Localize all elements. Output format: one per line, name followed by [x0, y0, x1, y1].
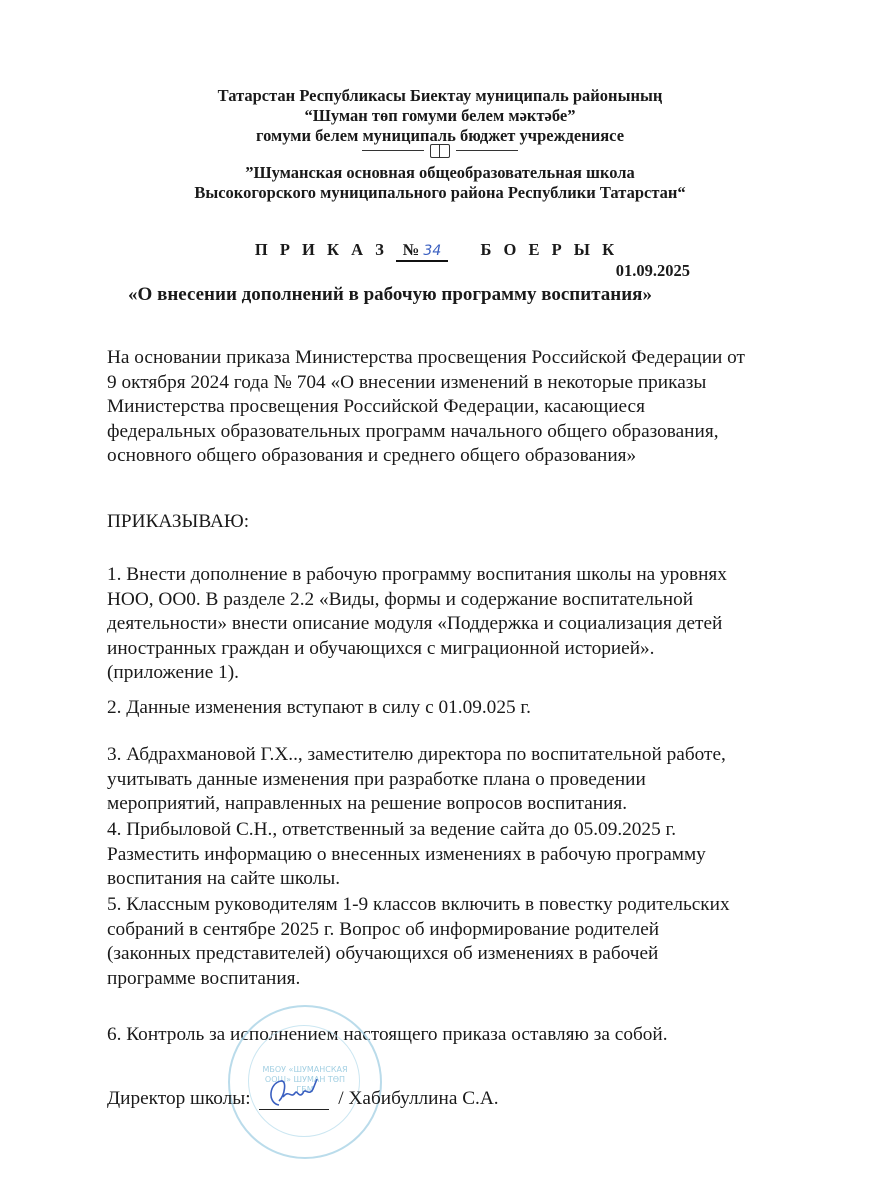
number-sign: №	[402, 240, 420, 259]
text-line: 3. Абдрахмановой Г.Х.., заместителю директора по воспитательной работе,	[107, 744, 726, 765]
header-line: гомуми белем муниципаль бюджет учреждениясе	[255, 126, 625, 145]
text-line: Министерства просвещения Российской Федерации, касающиеся	[107, 396, 645, 417]
boeryk-label: Б О Е Р Ы К	[480, 240, 619, 259]
text-line: 2. Данные изменения вступают в силу с 01.09.025 г.	[107, 697, 531, 718]
header-line: ”Шуманская основная общеобразовательная школа	[245, 163, 635, 182]
header-tatar	[0, 86, 873, 146]
book-icon	[430, 144, 450, 158]
text-line: Разместить информацию о внесенных изменениях в рабочую программу	[107, 843, 706, 865]
command: ПРИКАЗЫВАЮ:	[107, 511, 250, 532]
item-2	[107, 696, 531, 721]
item-1	[107, 563, 727, 686]
item-4	[107, 818, 706, 892]
header-line: “Шуман төп гомуми белем мәктәбе”	[304, 106, 576, 125]
header-russian	[0, 163, 873, 203]
text-line: (законных представителей) обучающихся об изменениях в рабочей	[107, 943, 659, 964]
divider	[362, 150, 424, 151]
text-line: 6. Контроль за исполнением настоящего приказа оставляю за собой.	[107, 1024, 668, 1045]
text-line: программе воспитания.	[107, 967, 301, 989]
order-title: «О внесении дополнений в рабочую программу воспитания»	[128, 284, 652, 305]
signature-name: / Хабибуллина С.А.	[338, 1088, 499, 1109]
stamp-text: МБОУ «ШУМАНСКАЯ ООШ» ШУМАН ТӨП ГБМ	[262, 1065, 348, 1094]
item-3	[107, 743, 726, 817]
signature-line	[107, 1088, 499, 1110]
text-line: воспитания на сайте школы.	[107, 868, 341, 889]
text-line: НОО, ОО0. В разделе 2.2 «Виды, формы и содержание воспитательной	[107, 588, 694, 610]
signature-handwritten	[259, 1089, 329, 1110]
signature-role: Директор школы:	[107, 1088, 251, 1109]
text-line: (приложение 1).	[107, 662, 240, 683]
text-line: федеральных образовательных программ начального общего образования,	[107, 420, 719, 442]
text-line: мероприятий, направленных на решение вопросов воспитания.	[107, 793, 628, 814]
item-6	[107, 1023, 668, 1048]
divider	[456, 150, 518, 151]
text-line: 5. Классным руководителям 1-9 классов включить в повестку родительских	[107, 894, 730, 915]
header-ornament	[0, 143, 873, 159]
text-line: На основании приказа Министерства просвещения Российской Федерации от	[107, 347, 745, 368]
item-5	[107, 893, 730, 991]
preamble	[107, 346, 745, 469]
text-line: собраний в сентябре 2025 г. Вопрос об информирование родителей	[107, 918, 660, 940]
header-line: Татарстан Республикасы Биектау муниципаль районының	[217, 86, 663, 105]
text-line: основного общего образования и среднего общего образования»	[107, 445, 637, 466]
number-handwritten: 34	[423, 243, 442, 259]
header-line: Высокогорского муниципального района Республики Татарстан“	[194, 183, 686, 202]
order-date: 01.09.2025	[615, 261, 690, 280]
order-number	[396, 240, 448, 262]
prikaz-label: П Р И К А З	[254, 240, 388, 259]
text-line: деятельности» внести описание модуля «Поддержка и социализация детей	[107, 613, 723, 634]
text-line: 4. Прибыловой С.Н., ответственный за ведение сайта до 05.09.2025 г.	[107, 819, 677, 840]
text-line: иностранных граждан и обучающихся с миграционной историей».	[107, 637, 655, 659]
text-line: 9 октября 2024 года № 704 «О внесении изменений в некоторые приказы	[107, 371, 707, 393]
text-line: 1. Внести дополнение в рабочую программу воспитания школы на уровнях	[107, 564, 727, 585]
order-heading	[0, 240, 873, 262]
text-line: учитывать данные изменения при разработке плана о проведении	[107, 768, 646, 790]
